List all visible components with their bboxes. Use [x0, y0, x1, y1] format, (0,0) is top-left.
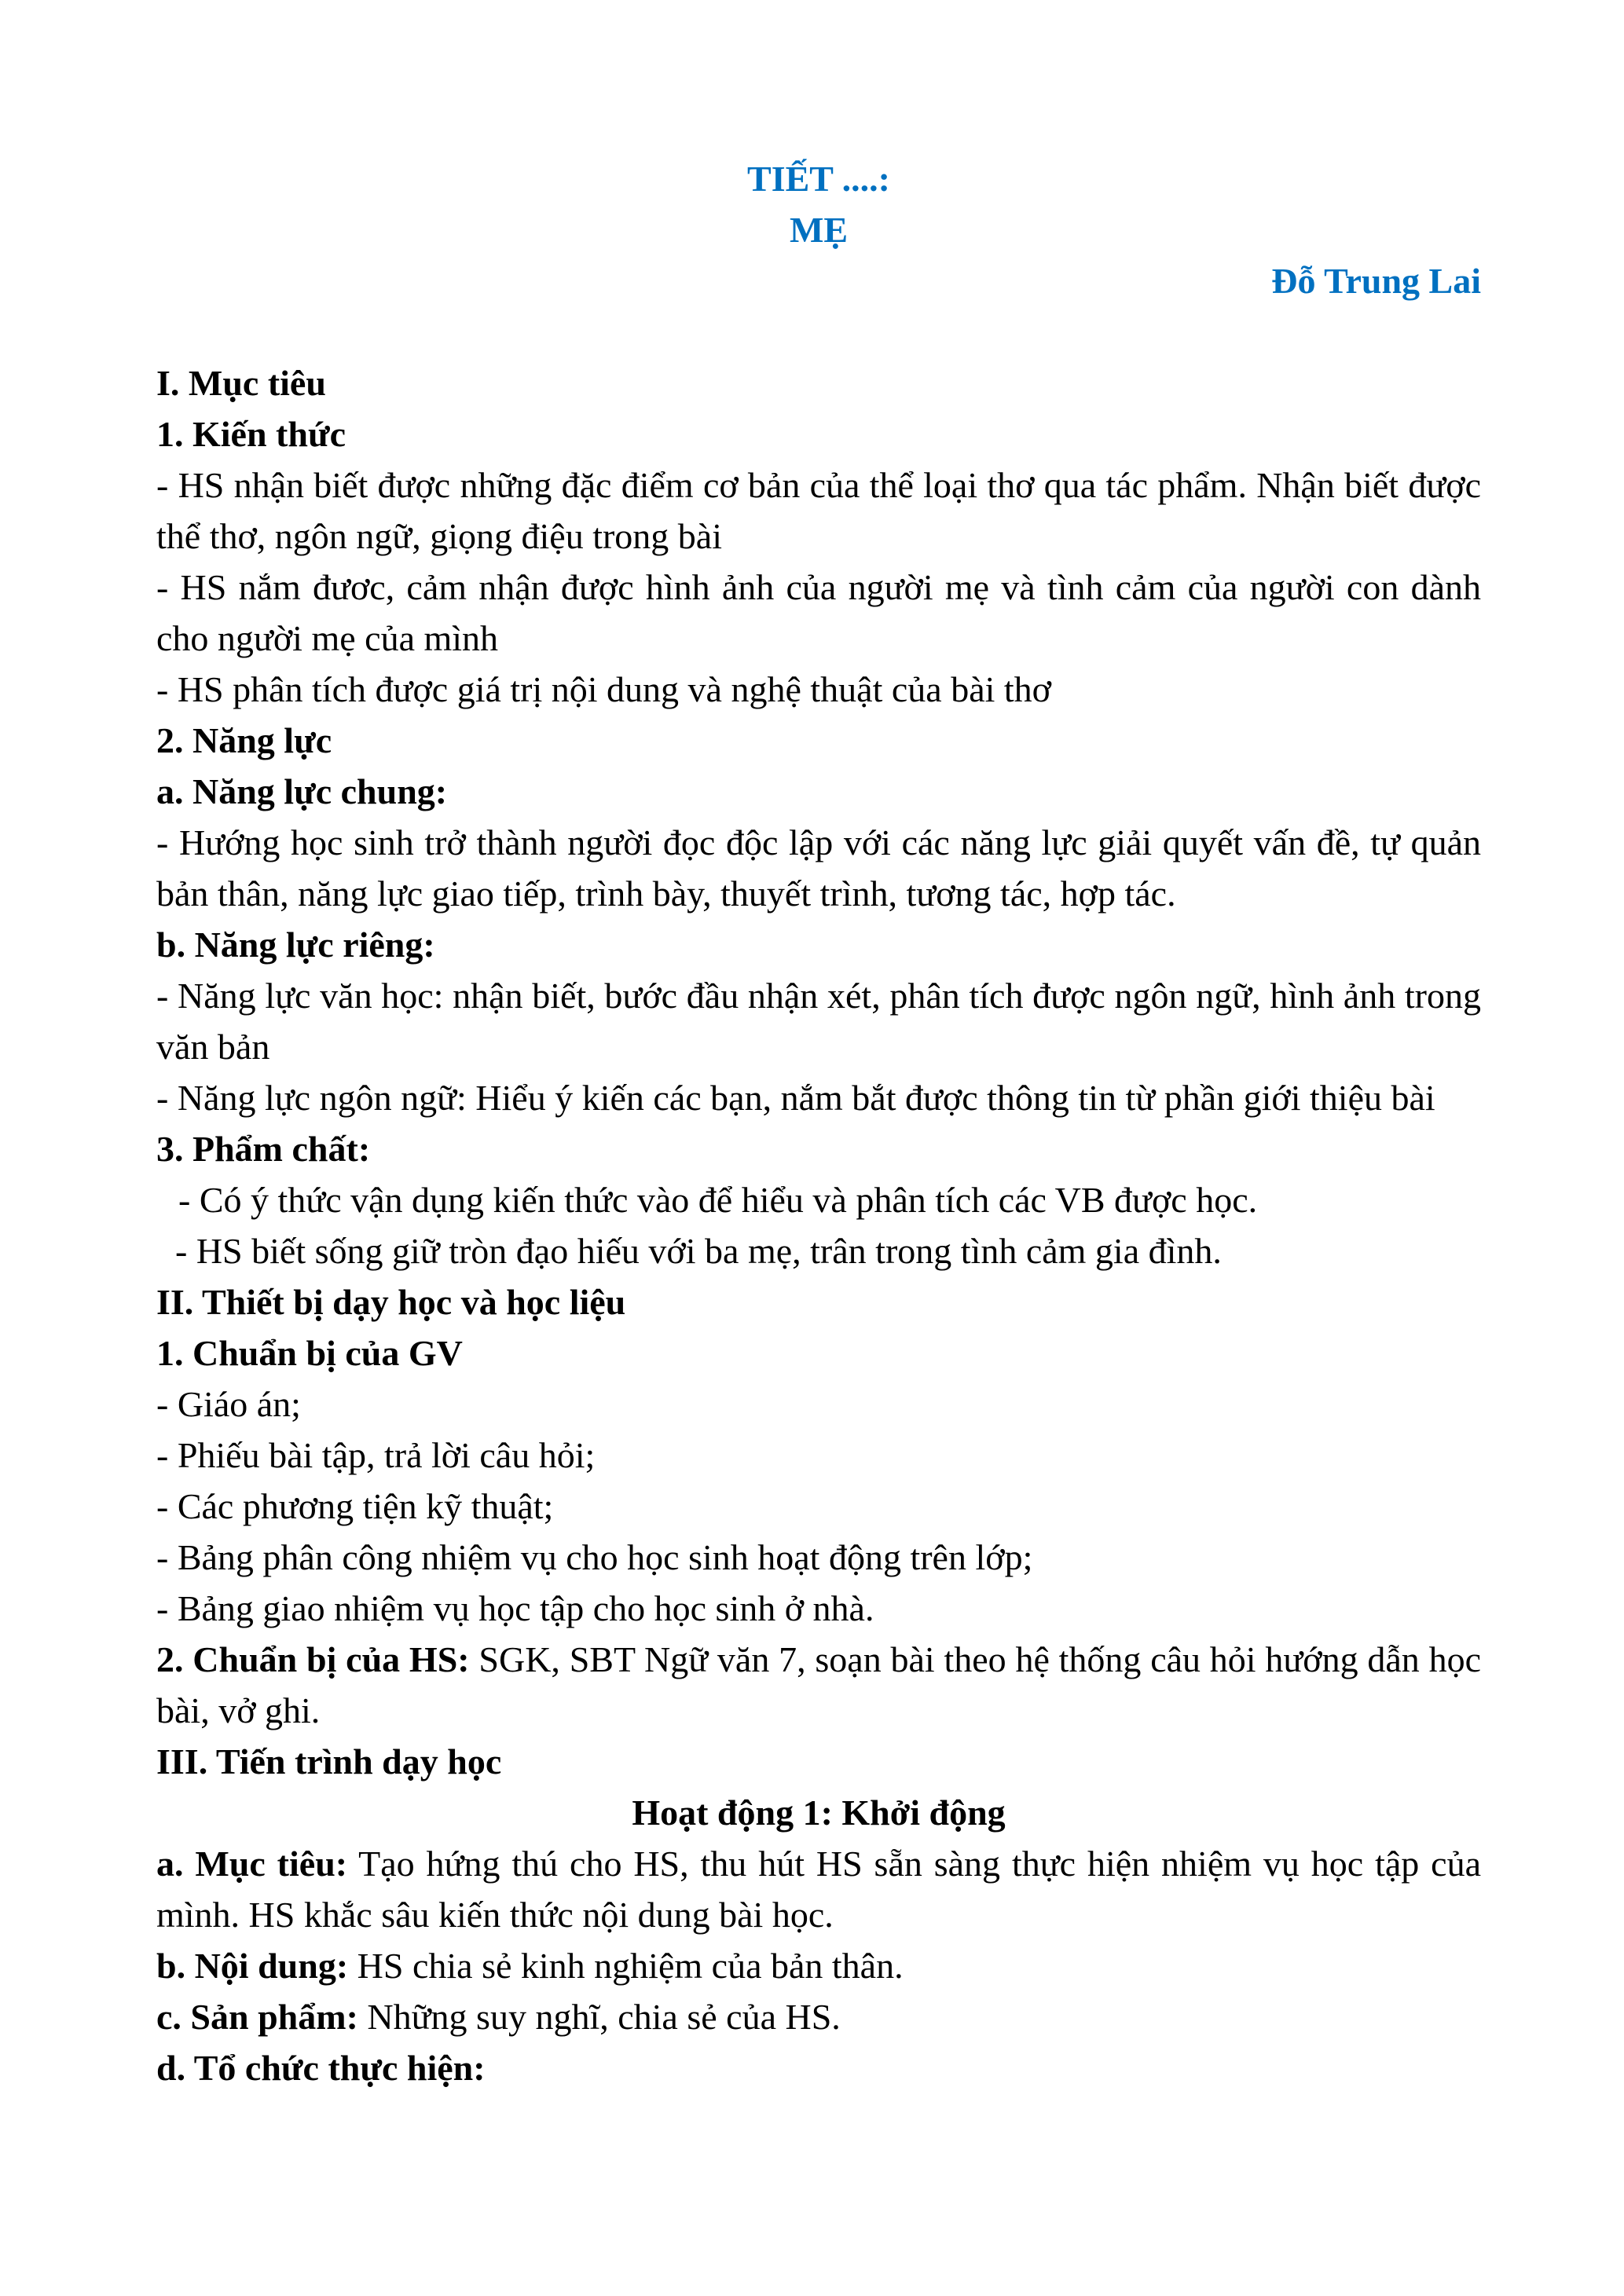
- list-item: - Có ý thức vận dụng kiến thức vào để hiểu và phân tích các VB được học.: [178, 1180, 1258, 1220]
- list-item: - HS nhận biết được những đặc điểm cơ bản của thể loại thơ qua tác phẩm. Nhận biết được thể thơ, ngôn ngữ, giọng điệu trong bài: [156, 465, 1481, 556]
- subsection-heading: 1. Chuẩn bị của GV: [156, 1333, 463, 1373]
- text: Tạo hứng thú cho HS, thu hút HS sẵn sàng thực hiện nhiệm vụ học tập của mình. HS khắc sâu kiến thức nội dung bài học.: [156, 1844, 1481, 1935]
- document-page: [156, 153, 1481, 2093]
- subsection-heading: 3. Phẩm chất:: [156, 1129, 371, 1169]
- section-heading: III. Tiến trình dạy học: [156, 1741, 502, 1782]
- activity-organization: d. Tổ chức thực hiện:: [156, 2048, 486, 2088]
- list-item: - HS biết sống giữ tròn đạo hiếu với ba mẹ, trân trong tình cảm gia đình.: [175, 1231, 1222, 1271]
- activity-goal: [156, 1838, 1481, 1940]
- poem-title: MẸ: [789, 210, 849, 250]
- label: a. Mục tiêu:: [156, 1844, 348, 1884]
- section-heading: II. Thiết bị dạy học và học liệu: [156, 1282, 626, 1322]
- list-item: - Giáo án;: [156, 1384, 301, 1424]
- text: Những suy nghĩ, chia sẻ của HS.: [357, 1997, 841, 2037]
- subsection-heading: 2. Năng lực: [156, 720, 332, 760]
- list-item: - Bảng phân công nhiệm vụ cho học sinh hoạt động trên lớp;: [156, 1537, 1033, 1577]
- list-item: - Năng lực văn học: nhận biết, bước đầu nhận xét, phân tích được ngôn ngữ, hình ảnh trong văn bản: [156, 976, 1481, 1067]
- label: 2. Chuẩn bị của HS:: [156, 1639, 470, 1679]
- list-item: - HS nắm đươc, cảm nhận được hình ảnh của người mẹ và tình cảm của người con dành cho người mẹ của mình: [156, 567, 1481, 658]
- section-heading: I. Mục tiêu: [156, 363, 326, 403]
- activity-heading: Hoạt động 1: Khởi động: [632, 1792, 1006, 1833]
- activity-content: [156, 1940, 1481, 1991]
- list-item: - Hướng học sinh trở thành người đọc độc lập với các năng lực giải quyết vấn đề, tự quản bản thân, năng lực giao tiếp, trình bày, thuyết trình, tương tác, hợp tác.: [156, 822, 1481, 914]
- spacer: [156, 306, 1481, 357]
- student-preparation: [156, 1634, 1481, 1736]
- label: c. Sản phẩm:: [156, 1997, 358, 2037]
- subsection-heading: a. Năng lực chung:: [156, 771, 448, 811]
- list-item: - HS phân tích được giá trị nội dung và nghệ thuật của bài thơ: [156, 669, 1051, 709]
- text: HS chia sẻ kinh nghiệm của bản thân.: [348, 1946, 904, 1986]
- label: b. Nội dung:: [156, 1946, 349, 1986]
- poem-author: Đỗ Trung Lai: [1271, 261, 1481, 301]
- list-item: - Các phương tiện kỹ thuật;: [156, 1486, 554, 1526]
- list-item: - Bảng giao nhiệm vụ học tập cho học sinh ở nhà.: [156, 1588, 874, 1628]
- list-item: - Phiếu bài tập, trả lời câu hỏi;: [156, 1435, 596, 1475]
- text: SGK, SBT Ngữ văn 7, soạn bài theo hệ thống câu hỏi hướng dẫn học bài, vở ghi.: [156, 1639, 1481, 1730]
- activity-product: [156, 1991, 1481, 2042]
- lesson-number: TIẾT ....:: [747, 159, 890, 199]
- list-item: - Năng lực ngôn ngữ: Hiểu ý kiến các bạn, nắm bắt được thông tin từ phần giới thiệu bài: [156, 1078, 1435, 1118]
- subsection-heading: b. Năng lực riêng:: [156, 925, 435, 965]
- subsection-heading: 1. Kiến thức: [156, 414, 346, 454]
